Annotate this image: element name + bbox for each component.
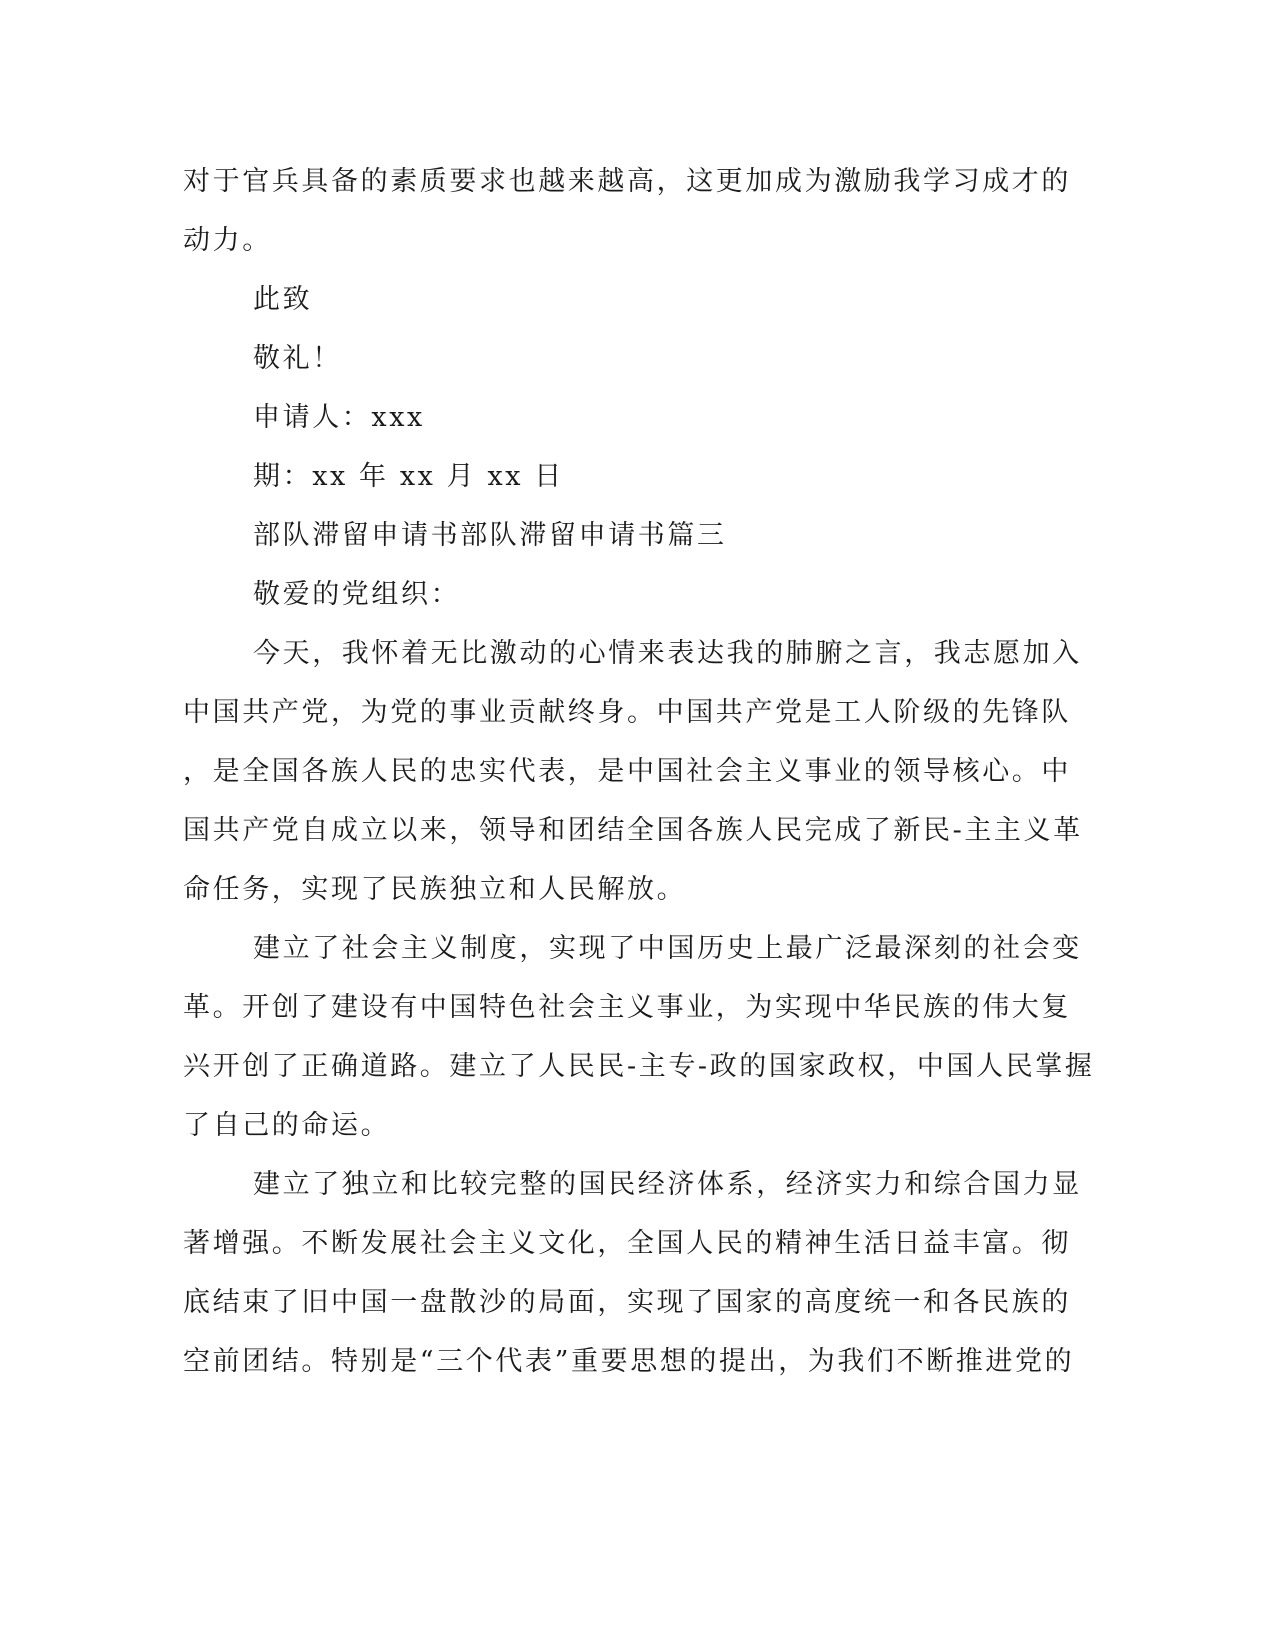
closing-salutation: 此致: [253, 284, 313, 315]
text-line: 命任务，实现了民族独立和人民解放。: [183, 874, 687, 905]
text-line: 建立了社会主义制度，实现了中国历史上最广泛最深刻的社会变: [253, 933, 1082, 964]
letter-greeting: 敬爱的党组织：: [253, 579, 461, 610]
text-line: 对于官兵具备的素质要求也越来越高，这更加成为激励我学习成才的: [183, 166, 1071, 197]
date-line: 期：xx 年 xx 月 xx 日: [253, 461, 564, 492]
text-line: 中国共产党，为党的事业贡献终身。中国共产党是工人阶级的先锋队: [183, 697, 1071, 728]
text-line: 动力。: [183, 225, 272, 256]
closing-regards: 敬礼！: [253, 343, 342, 374]
document-body: [183, 159, 1095, 1398]
applicant-line: 申请人：xxx: [253, 402, 425, 433]
text-line: 建立了独立和比较完整的国民经济体系，经济实力和综合国力显: [253, 1169, 1082, 1200]
text-line: 了自己的命运。: [183, 1110, 391, 1141]
text-line: 底结束了旧中国一盘散沙的局面，实现了国家的高度统一和各民族的: [183, 1287, 1071, 1318]
section-title: 部队滞留申请书部队滞留申请书篇三: [253, 520, 727, 551]
text-line: 著增强。不断发展社会主义文化，全国人民的精神生活日益丰富。彻: [183, 1228, 1071, 1259]
text-line: 今天，我怀着无比激动的心情来表达我的肺腑之言，我志愿加入: [253, 638, 1082, 669]
text-line: ，是全国各族人民的忠实代表，是中国社会主义事业的领导核心。中: [183, 756, 1071, 787]
text-line: 革。开创了建设有中国特色社会主义事业，为实现中华民族的伟大复: [183, 992, 1071, 1023]
text-line: 国共产党自成立以来，领导和团结全国各族人民完成了新民-主主义革: [183, 815, 1083, 846]
text-line: 兴开创了正确道路。建立了人民民-主专-政的国家政权，中国人民掌握: [183, 1051, 1095, 1082]
text-line: 空前团结。特别是“三个代表”重要思想的提出，为我们不断推进党的: [183, 1346, 1075, 1377]
